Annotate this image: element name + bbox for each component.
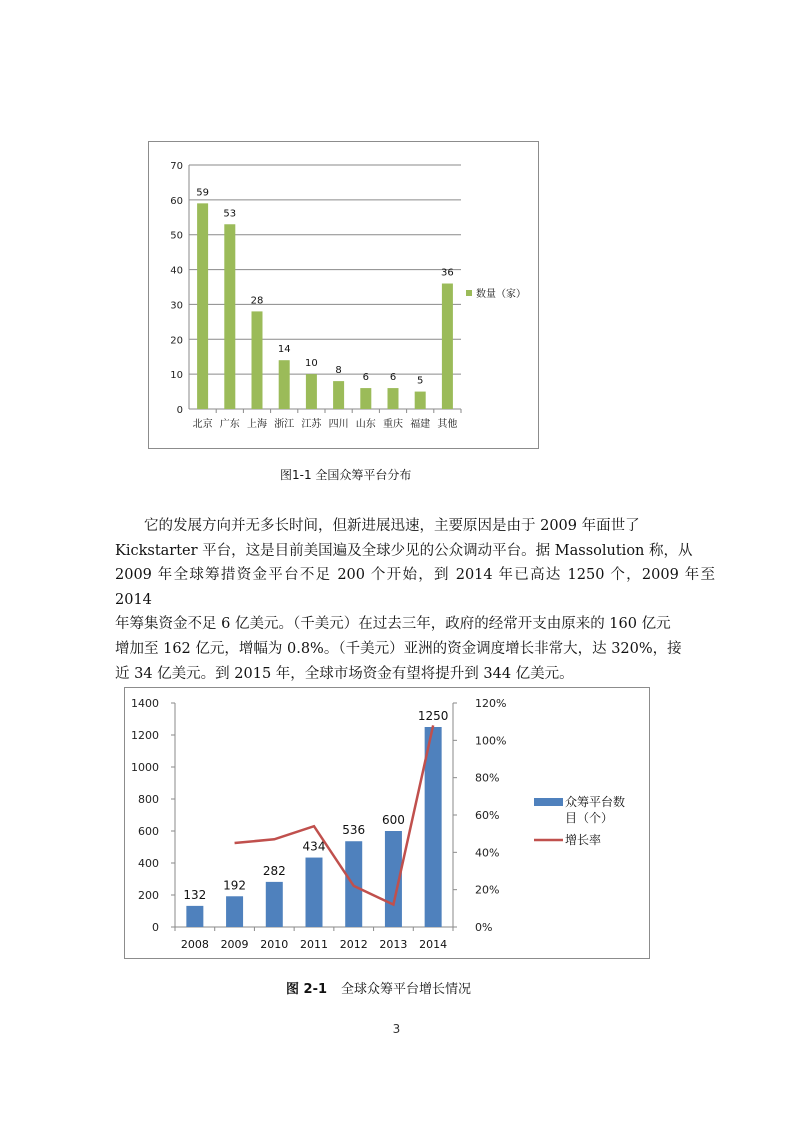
y-left-tick-label: 800 bbox=[138, 793, 159, 806]
y-tick-label: 10 bbox=[170, 370, 183, 382]
data-label: 59 bbox=[196, 187, 209, 199]
paragraph-line: 年筹集资金不足 6 亿美元。（千美元）在过去三年，政府的经常开支由原来的 160 亿元 bbox=[115, 616, 671, 633]
x-tick-label: 山东 bbox=[355, 419, 376, 430]
body-paragraph bbox=[115, 514, 715, 686]
y-right-tick-label: 120% bbox=[475, 697, 507, 710]
x-tick-label: 2009 bbox=[220, 938, 249, 951]
y-left-tick-label: 1200 bbox=[131, 729, 159, 742]
y-tick-label: 30 bbox=[170, 300, 183, 312]
paragraph-line: 近 34 亿美元。到 2015 年，全球市场资金有望将提升到 344 亿美元。 bbox=[115, 665, 574, 682]
bar bbox=[279, 360, 290, 409]
y-right-tick-label: 0% bbox=[475, 921, 493, 934]
y-tick-label: 70 bbox=[170, 161, 183, 172]
data-label: 5 bbox=[417, 375, 424, 387]
y-right-tick-label: 80% bbox=[475, 771, 500, 785]
figure-1-caption: 图1-1 全国众筹平台分布 bbox=[280, 468, 412, 482]
x-tick-label: 江苏 bbox=[301, 419, 322, 430]
data-label: 1250 bbox=[417, 709, 449, 723]
y-right-tick-label: 20% bbox=[475, 883, 500, 897]
paragraph-line: 2009 年全球筹措资金平台不足 200 个开始，到 2014 年已高达 1250 个，2009 年至 2014 bbox=[115, 567, 715, 608]
x-tick-label: 2010 bbox=[260, 938, 289, 951]
platform-distribution-chart bbox=[149, 142, 538, 448]
data-label: 8 bbox=[335, 365, 342, 377]
y-left-tick-label: 1400 bbox=[131, 697, 159, 710]
data-label: 10 bbox=[305, 358, 318, 370]
bar bbox=[197, 203, 208, 409]
bar bbox=[415, 392, 426, 409]
bar bbox=[388, 388, 399, 409]
bar bbox=[306, 374, 317, 409]
bar bbox=[266, 882, 283, 927]
x-tick-label: 其他 bbox=[437, 419, 458, 430]
figure-2-caption-number: 图 2-1 bbox=[286, 982, 328, 997]
data-label: 600 bbox=[381, 813, 405, 827]
y-tick-label: 40 bbox=[170, 265, 183, 277]
y-tick-label: 0 bbox=[176, 405, 183, 416]
y-left-tick-label: 400 bbox=[138, 857, 159, 870]
y-left-tick-label: 1000 bbox=[131, 761, 159, 774]
data-label: 132 bbox=[183, 887, 207, 902]
y-tick-label: 50 bbox=[170, 230, 183, 242]
bar bbox=[252, 311, 263, 409]
paragraph-line: Kickstarter 平台，这是目前美国遍及全球少见的公众调动平台。据 Massolution 称，从 bbox=[115, 542, 693, 559]
y-left-tick-label: 600 bbox=[138, 825, 159, 838]
figure-2-caption bbox=[286, 978, 471, 997]
data-label: 6 bbox=[362, 372, 369, 384]
data-label: 434 bbox=[302, 839, 326, 854]
y-left-tick-label: 0 bbox=[152, 921, 159, 934]
data-label: 36 bbox=[441, 267, 454, 279]
data-label: 6 bbox=[389, 372, 397, 384]
x-tick-label: 广东 bbox=[219, 419, 240, 430]
legend-label-line: 增长率 bbox=[565, 833, 602, 847]
page-number: 3 bbox=[392, 1022, 401, 1036]
data-label: 536 bbox=[342, 823, 366, 838]
legend-swatch bbox=[466, 290, 472, 296]
y-right-tick-label: 60% bbox=[475, 809, 500, 822]
x-tick-label: 2013 bbox=[379, 938, 408, 951]
y-tick-label: 20 bbox=[170, 335, 183, 347]
figure-2-caption-text: 全球众筹平台增长情况 bbox=[341, 982, 472, 997]
x-tick-label: 2012 bbox=[339, 938, 368, 951]
bar bbox=[306, 858, 323, 927]
bar bbox=[442, 284, 453, 409]
y-right-tick-label: 100% bbox=[475, 734, 507, 748]
x-tick-label: 2011 bbox=[300, 938, 328, 951]
y-left-tick-label: 200 bbox=[138, 889, 159, 902]
data-label: 282 bbox=[262, 863, 286, 878]
x-tick-label: 四川 bbox=[328, 419, 349, 430]
bar bbox=[186, 906, 203, 927]
y-tick-label: 60 bbox=[170, 195, 183, 207]
legend-label: 数量（家） bbox=[476, 289, 526, 300]
data-label: 53 bbox=[223, 208, 237, 220]
legend-swatch-bar bbox=[534, 798, 563, 806]
x-tick-label: 浙江 bbox=[274, 419, 295, 430]
figure-1-chart bbox=[148, 141, 539, 449]
x-tick-label: 重庆 bbox=[383, 419, 403, 430]
x-tick-label: 上海 bbox=[247, 419, 267, 430]
data-label: 14 bbox=[277, 344, 291, 356]
data-label: 192 bbox=[223, 878, 247, 893]
bar bbox=[226, 896, 243, 927]
x-tick-label: 2014 bbox=[419, 938, 448, 951]
data-label: 28 bbox=[250, 295, 264, 307]
x-tick-label: 福建 bbox=[410, 419, 431, 430]
x-tick-label: 2008 bbox=[180, 938, 209, 951]
paragraph-line: 它的发展方向并无多长时间，但新进展迅速，主要原因是由于 2009 年面世了 bbox=[144, 518, 640, 534]
paragraph-line: 增加至 162 亿元，增幅为 0.8%。（千美元）亚洲的资金调度增长非常大，达 320%，接 bbox=[115, 640, 682, 657]
legend-label-bar-line1: 众筹平台数 bbox=[565, 795, 626, 809]
legend-label-bar-line2: 目（个） bbox=[565, 811, 614, 825]
figure-2-chart bbox=[124, 687, 650, 959]
bar bbox=[360, 388, 371, 409]
global-growth-chart bbox=[125, 688, 649, 958]
x-tick-label: 北京 bbox=[192, 419, 213, 430]
y-right-tick-label: 40% bbox=[475, 846, 500, 860]
bar bbox=[224, 224, 235, 409]
bar bbox=[333, 381, 344, 409]
